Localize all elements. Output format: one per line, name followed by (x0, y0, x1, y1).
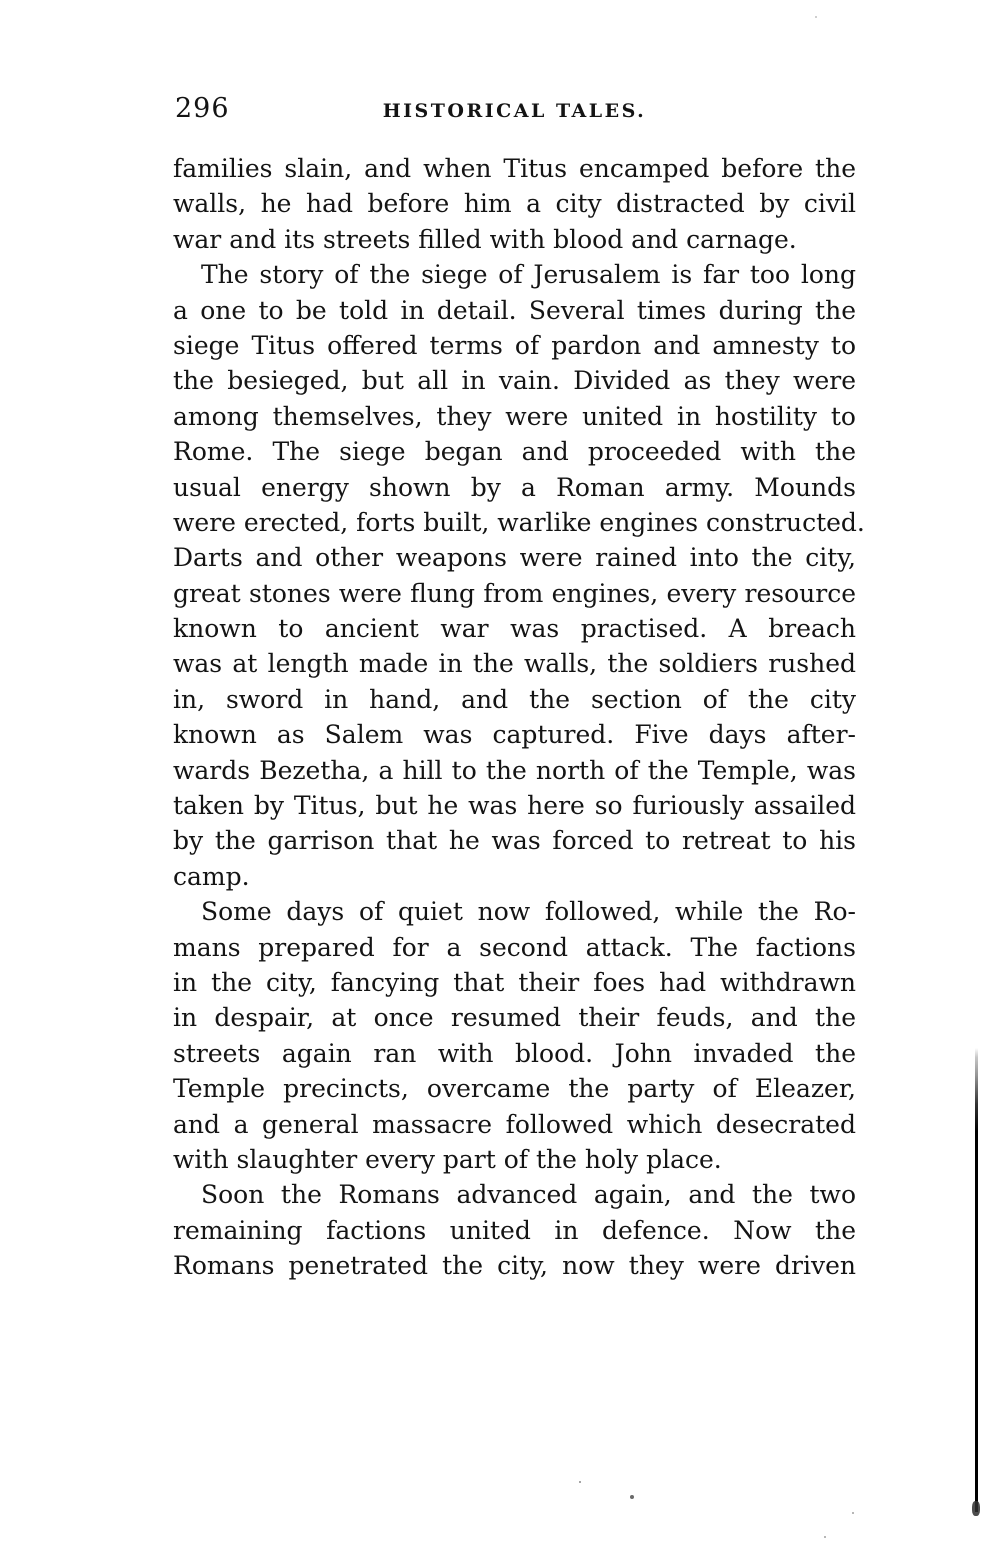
text-line: The story of the siege of Jerusalem is far too long (201, 260, 856, 290)
text-line: mans prepared for a second attack. The factions (173, 932, 856, 962)
scan-speck (630, 1495, 634, 1499)
scan-speck (579, 1481, 581, 1483)
scan-edge-line-artifact (975, 1048, 978, 1512)
paragraph (173, 257, 865, 894)
text-line: the besieged, but all in vain. Divided as they were (173, 366, 856, 396)
text-line: wards Bezetha, a hill to the north of the Temple, was (173, 755, 856, 785)
text-line: camp. (173, 861, 250, 891)
page-number: 296 (175, 93, 230, 124)
text-line: known to ancient war was practised. A breach (173, 614, 856, 644)
text-line: was at length made in the walls, the soldiers rushed (173, 649, 856, 679)
text-line: Romans penetrated the city, now they were driven (173, 1251, 856, 1281)
page-header (173, 94, 856, 128)
text-line: in despair, at once resumed their feuds, and the (173, 1003, 856, 1033)
text-line: taken by Titus, but he was here so furiously assailed (173, 791, 856, 821)
text-line: Rome. The siege began and proceeded with the (173, 437, 856, 467)
text-line: known as Salem was captured. Five days after- (173, 720, 856, 750)
text-line: siege Titus offered terms of pardon and amnesty to (173, 330, 856, 360)
body-text (173, 151, 865, 1284)
text-line: great stones were flung from engines, every resource (173, 578, 856, 608)
text-line: in, sword in hand, and the section of the city (173, 684, 856, 714)
text-line: families slain, and when Titus encamped before the (173, 154, 856, 183)
scan-speck (852, 1512, 854, 1514)
text-line: a one to be told in detail. Several times during the (173, 295, 856, 325)
text-line: in the city, fancying that their foes had withdrawn (173, 967, 856, 997)
scan-smudge-artifact (972, 1501, 980, 1516)
text-line: Some days of quiet now followed, while the Ro- (201, 897, 856, 927)
scan-speck (824, 1536, 826, 1538)
text-line: war and its streets filled with blood and carnage. (173, 224, 797, 254)
text-line: Darts and other weapons were rained into the city, (173, 543, 856, 573)
text-line: streets again ran with blood. John invaded the (173, 1038, 856, 1068)
running-title: HISTORICAL TALES. (382, 100, 647, 122)
text-line: by the garrison that he was forced to retreat to his (173, 826, 856, 856)
text-line: were erected, forts built, warlike engines constructed. (173, 507, 865, 537)
text-line: Soon the Romans advanced again, and the two (201, 1180, 856, 1210)
text-line: usual energy shown by a Roman army. Mounds (173, 472, 856, 502)
paragraph (173, 894, 856, 1177)
text-line: among themselves, they were united in hostility to (173, 401, 856, 431)
text-line: walls, he had before him a city distracted by civil (173, 189, 856, 219)
scan-speck (815, 16, 817, 18)
text-line: Temple precincts, overcame the party of Eleazer, (173, 1074, 856, 1104)
paragraph (173, 1177, 856, 1283)
text-line: remaining factions united in defence. Now the (173, 1215, 856, 1245)
text-line: with slaughter every part of the holy place. (173, 1144, 722, 1174)
text-line: and a general massacre followed which desecrated (173, 1109, 856, 1139)
paragraph (173, 151, 856, 257)
